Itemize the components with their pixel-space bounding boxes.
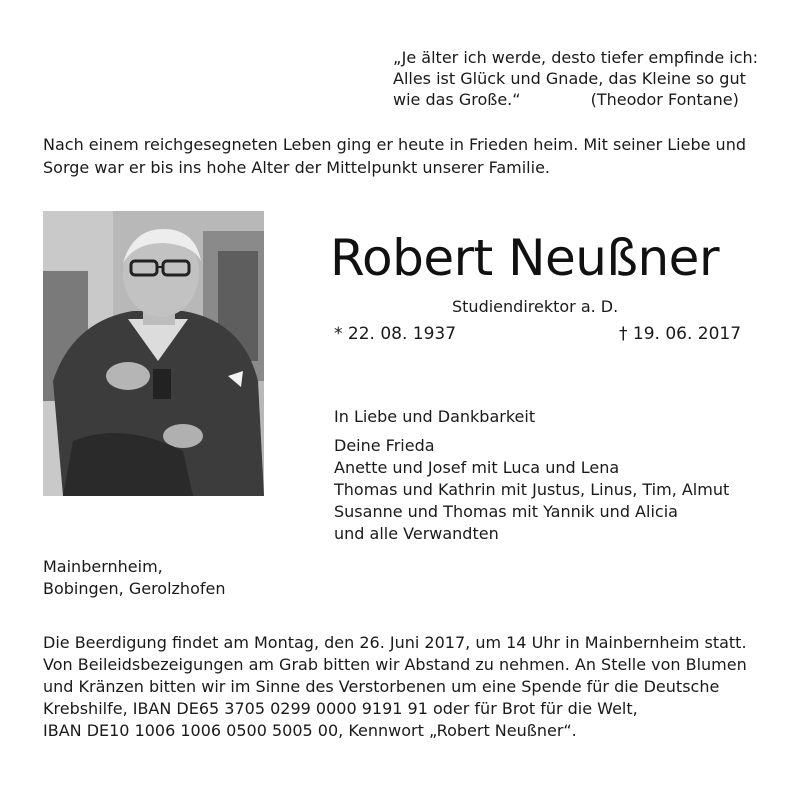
portrait-photo: [43, 211, 264, 496]
place-line: Bobingen, Gerolzhofen: [43, 579, 226, 598]
intro-text: [43, 133, 763, 179]
funeral-line: Von Beileidsbezeigungen am Grab bitten wir Abstand zu nehmen. An Stelle von Blumen: [43, 655, 747, 674]
intro-line: Nach einem reichgesegneten Leben ging er heute in Frieden heim. Mit seiner Liebe und: [43, 135, 746, 154]
birth-date: * 22. 08. 1937: [334, 324, 457, 344]
funeral-line: und Kränzen bitten wir im Sinne des Verstorbenen um eine Spende für die Deutsche: [43, 677, 720, 696]
mourner-line: und alle Verwandten: [334, 524, 499, 543]
quote-line-text: wie das Große.“: [393, 90, 521, 109]
quote-block: [393, 47, 773, 110]
mourner-line: Susanne und Thomas mit Yannik und Alicia: [334, 502, 678, 521]
intro-line: Sorge war er bis ins hohe Alter der Mittelpunkt unserer Familie.: [43, 158, 550, 177]
quote-line: [393, 89, 773, 110]
quote-author: (Theodor Fontane): [590, 90, 739, 109]
funeral-line: Die Beerdigung findet am Montag, den 26. Juni 2017, um 14 Uhr in Mainbernheim statt.: [43, 633, 747, 652]
mourner-line: Anette und Josef mit Luca und Lena: [334, 458, 620, 477]
deceased-name: Robert Neußner: [330, 229, 719, 287]
mourners-block: [334, 406, 774, 545]
mourners-opening: In Liebe und Dankbarkeit: [334, 407, 536, 426]
mourner-line: Deine Frieda: [334, 436, 435, 455]
funeral-line: Krebshilfe, IBAN DE65 3705 0299 0000 9191 91 oder für Brot für die Welt,: [43, 699, 638, 718]
places-block: [43, 556, 225, 600]
quote-line: „Je älter ich werde, desto tiefer empfinde ich:: [393, 48, 759, 67]
quote-line: Alles ist Glück und Gnade, das Kleine so gut: [393, 69, 746, 88]
funeral-line: IBAN DE10 1006 1006 0500 5005 00, Kennwort „Robert Neußner“.: [43, 721, 577, 740]
death-date: † 19. 06. 2017: [619, 324, 742, 344]
place-line: Mainbernheim,: [43, 557, 163, 576]
deceased-title: Studiendirektor a. D.: [452, 297, 619, 316]
mourner-line: Thomas und Kathrin mit Justus, Linus, Tim, Almut: [334, 480, 730, 499]
portrait-image: [43, 211, 264, 496]
funeral-info: [43, 632, 773, 742]
